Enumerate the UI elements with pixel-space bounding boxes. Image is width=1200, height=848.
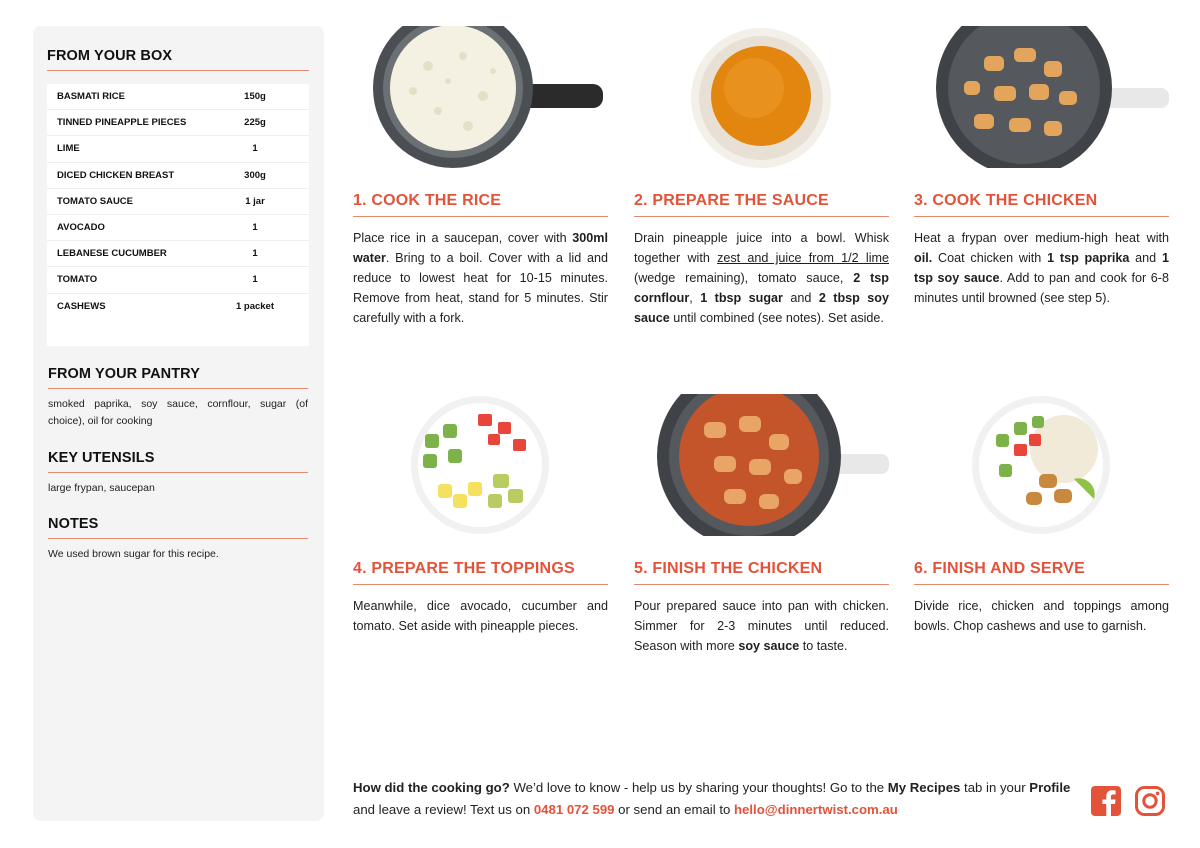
- step-5-photo: [634, 394, 889, 536]
- text-segment: 1 tsp soy sauce: [914, 251, 1169, 285]
- step-5-title: 5. FINISH THE CHICKEN: [634, 560, 889, 585]
- step-1-title: 1. COOK THE RICE: [353, 192, 608, 217]
- text-segment: We’d love to know - help us by sharing your thoughts! Go to the: [509, 780, 888, 795]
- ingredient-name: TOMATO: [57, 274, 98, 286]
- text-segment: soy sauce: [738, 639, 800, 653]
- text-segment: Heat a frypan over medium-high heat with: [914, 231, 1169, 245]
- ingredient-name: LIME: [57, 143, 80, 155]
- text-segment: Place rice in a saucepan, cover with: [353, 231, 573, 245]
- step-4-photo: [353, 394, 608, 536]
- ingredient-row: [47, 215, 309, 241]
- step-6-title: 6. FINISH AND SERVE: [914, 560, 1169, 585]
- text-segment: and leave a review! Text us on: [353, 802, 534, 817]
- step-2-text: [634, 228, 889, 328]
- ingredient-qty: 150g: [244, 91, 266, 103]
- feedback-footer: [353, 777, 1083, 821]
- notes-text: We used brown sugar for this recipe.: [48, 548, 219, 560]
- ingredient-row: [47, 241, 309, 267]
- step-2-photo: [634, 26, 889, 168]
- text-segment: Drain pineapple juice into a bowl. Whisk together with: [634, 231, 889, 265]
- ingredient-row: [47, 294, 309, 320]
- ingredient-name: DICED CHICKEN BREAST: [57, 169, 175, 181]
- text-segment: ,: [689, 291, 701, 305]
- pantry-heading: FROM YOUR PANTRY: [48, 366, 308, 389]
- text-segment: . Add to pan and cook for 6-8 minutes until browned (see step 5).: [914, 271, 1169, 305]
- ingredient-qty: 1: [252, 143, 258, 155]
- step-1-text: [353, 228, 608, 328]
- text-segment: 1 tbsp sugar: [700, 291, 783, 305]
- facebook-icon[interactable]: [1090, 785, 1122, 817]
- ingredient-name: TOMATO SAUCE: [57, 195, 134, 207]
- ingredient-row: [47, 267, 309, 293]
- ingredient-row: [47, 84, 309, 110]
- text-segment: Divide rice, chicken and toppings among bowls. Chop cashews and use to garnish.: [914, 599, 1169, 633]
- ingredient-qty: 1: [252, 274, 258, 286]
- text-segment: 1 tsp paprika: [1047, 251, 1130, 265]
- ingredients-sidebar: [33, 26, 324, 821]
- ingredient-qty: 300g: [244, 169, 266, 181]
- text-segment: oil.: [914, 251, 933, 265]
- text-segment: . Bring to a boil. Cover with a lid and reduce to lowest heat for 10-15 minutes. Remove from heat, stand for 5 minutes. Stir carefully with a fork.: [353, 251, 608, 325]
- text-segment: tab in your: [960, 780, 1030, 795]
- text-segment: (wedge remaining), tomato sauce,: [634, 271, 854, 285]
- step-4-text: [353, 596, 608, 636]
- step-3-title: 3. COOK THE CHICKEN: [914, 192, 1169, 217]
- ingredients-table: [47, 84, 309, 346]
- ingredient-name: BASMATI RICE: [57, 91, 125, 103]
- ingredient-row: [47, 163, 309, 189]
- utensils-text: large frypan, saucepan: [48, 482, 155, 494]
- ingredient-name: TINNED PINEAPPLE PIECES: [57, 117, 187, 129]
- text-segment: 300ml water: [353, 231, 608, 265]
- text-segment: 2 tbsp soy sauce: [634, 291, 889, 325]
- utensils-heading: KEY UTENSILS: [48, 450, 308, 473]
- text-segment: Coat chicken with: [932, 251, 1048, 265]
- notes-heading: NOTES: [48, 516, 308, 539]
- text-segment: until combined (see notes). Set aside.: [669, 311, 884, 325]
- ingredient-name: AVOCADO: [57, 222, 105, 234]
- ingredient-qty: 1 jar: [245, 195, 265, 207]
- text-segment: 2 tsp cornflour: [634, 271, 889, 305]
- step-2-title: 2. PREPARE THE SAUCE: [634, 192, 889, 217]
- ingredient-name: LEBANESE CUCUMBER: [57, 248, 167, 260]
- instagram-icon[interactable]: [1134, 785, 1166, 817]
- text-segment: My Recipes: [887, 780, 961, 795]
- ingredient-row: [47, 110, 309, 136]
- ingredient-qty: 1: [252, 222, 258, 234]
- ingredient-qty: 1 packet: [235, 301, 275, 313]
- step-1-photo: [353, 26, 608, 168]
- step-6-text: [914, 596, 1169, 636]
- text-segment: Profile: [1029, 780, 1071, 795]
- step-4-title: 4. PREPARE THE TOPPINGS: [353, 560, 608, 585]
- from-your-box-heading: FROM YOUR BOX: [47, 48, 309, 71]
- ingredient-row: [47, 189, 309, 215]
- text-segment: and: [1129, 251, 1162, 265]
- step-3-text: [914, 228, 1169, 308]
- step-3-photo: [914, 26, 1169, 168]
- text-segment: Pour prepared sauce into pan with chicken. Simmer for 2-3 minutes until reduced. Season with more: [634, 599, 889, 653]
- text-segment: to taste.: [799, 639, 848, 653]
- ingredient-qty: 1: [252, 248, 258, 260]
- contact-link[interactable]: 0481 072 599: [533, 802, 615, 817]
- utensils-section: [48, 450, 308, 497]
- pantry-section: [48, 366, 308, 430]
- notes-section: [48, 516, 308, 563]
- ingredient-name: CASHEWS: [57, 301, 106, 313]
- text-segment: How did the cooking go?: [353, 780, 510, 795]
- step-5-text: [634, 596, 889, 656]
- ingredient-qty: 225g: [244, 117, 266, 129]
- pantry-text: smoked paprika, soy sauce, cornflour, sugar (of choice), oil for cooking: [48, 398, 308, 427]
- ingredient-row: [47, 136, 309, 162]
- step-6-photo: [914, 394, 1169, 536]
- text-segment: and: [782, 291, 819, 305]
- text-segment: Meanwhile, dice avocado, cucumber and tomato. Set aside with pineapple pieces.: [353, 599, 608, 633]
- contact-link[interactable]: hello@dinnertwist.com.au: [734, 802, 898, 817]
- text-segment: zest and juice from 1/2 lime: [717, 251, 889, 265]
- text-segment: or send an email to: [614, 802, 734, 817]
